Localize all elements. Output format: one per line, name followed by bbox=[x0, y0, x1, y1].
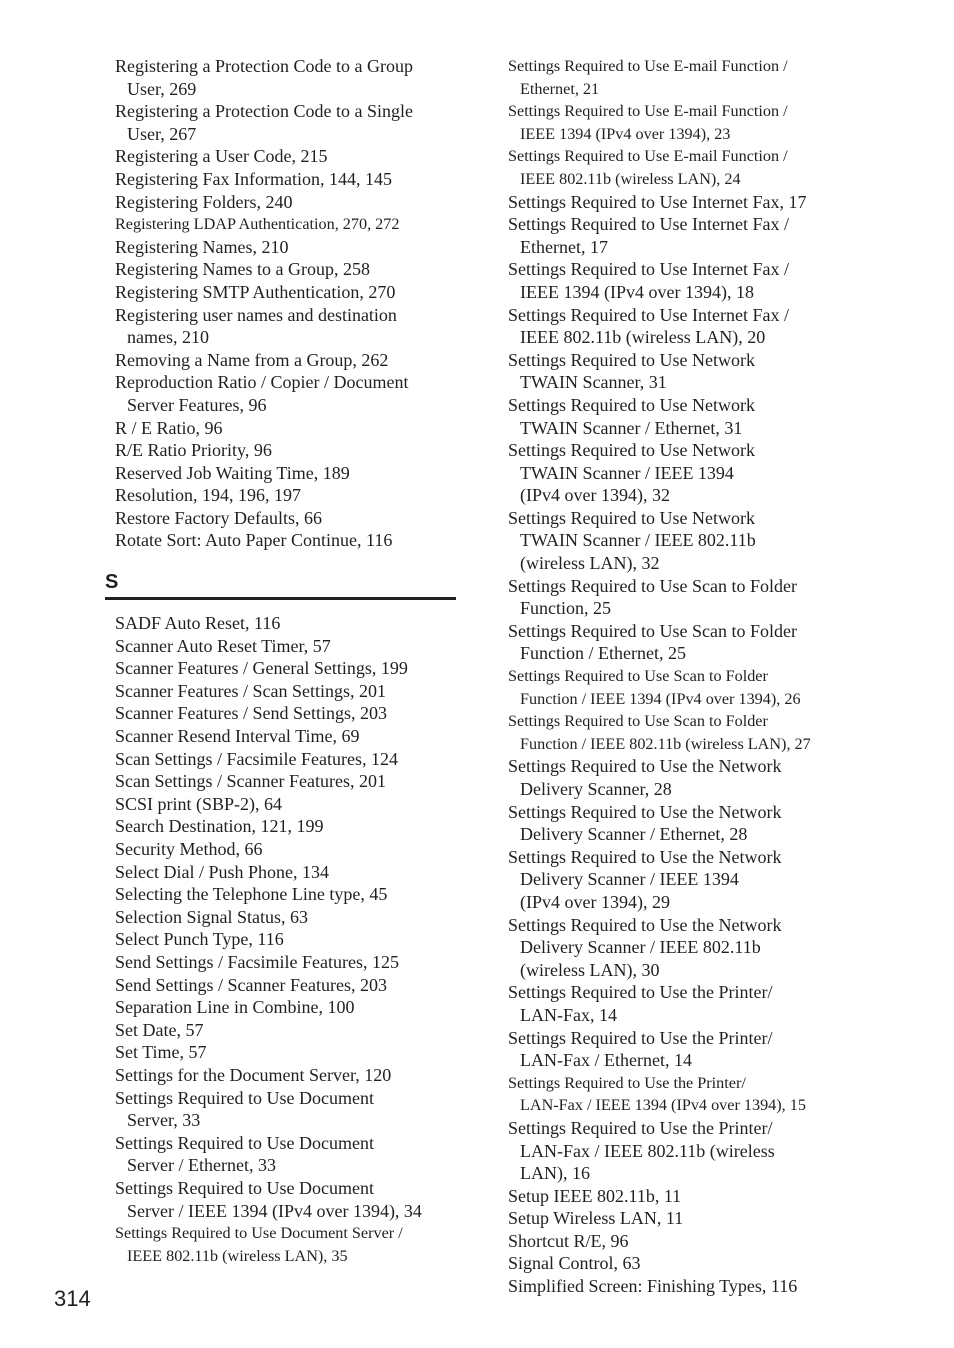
index-entry bbox=[508, 258, 854, 303]
index-entry-line: Selecting the Telephone Line type, 45 bbox=[115, 884, 388, 905]
index-entry-line: Separation Line in Combine, 100 bbox=[115, 997, 355, 1018]
index-entry bbox=[508, 507, 854, 575]
index-entry-line: TWAIN Scanner / IEEE 1394 bbox=[520, 462, 734, 483]
index-entry bbox=[508, 801, 854, 846]
index-entry-line: Server / IEEE 1394 (IPv4 over 1394), 34 bbox=[127, 1200, 422, 1221]
index-entry-line: Settings Required to Use Document bbox=[115, 1087, 374, 1108]
index-entry-line: Scanner Features / Scan Settings, 201 bbox=[115, 680, 386, 701]
index-list-r bbox=[115, 55, 460, 552]
index-entry-line: Delivery Scanner / IEEE 1394 bbox=[520, 869, 739, 890]
index-entry-line: Registering Names to a Group, 258 bbox=[115, 259, 370, 280]
index-entry-line: LAN-Fax / IEEE 802.11b (wireless bbox=[520, 1140, 775, 1161]
index-entry-line: Resolution, 194, 196, 197 bbox=[115, 485, 302, 506]
index-entry bbox=[508, 304, 854, 349]
index-entry-line: Set Time, 57 bbox=[115, 1042, 207, 1063]
index-entry-line: Shortcut R/E, 96 bbox=[508, 1230, 629, 1251]
index-entry bbox=[115, 906, 460, 929]
index-entry bbox=[115, 1041, 460, 1064]
index-entry-line: Settings Required to Use Document bbox=[115, 1177, 374, 1198]
index-entry bbox=[115, 1177, 460, 1222]
index-entry bbox=[508, 620, 854, 665]
index-entry bbox=[508, 575, 854, 620]
index-entry bbox=[115, 191, 460, 214]
index-entry bbox=[508, 981, 854, 1026]
index-entry-line: Function, 25 bbox=[520, 598, 612, 619]
index-entry-line: Settings Required to Use the Network bbox=[508, 801, 782, 822]
index-entry bbox=[508, 349, 854, 394]
index-entry-line: Settings Required to Use Document Server / bbox=[115, 1224, 403, 1243]
index-entry-line: Settings Required to Use Network bbox=[508, 507, 755, 528]
index-entry-line: Function / Ethernet, 25 bbox=[520, 643, 686, 664]
index-entry-line: Registering Fax Information, 144, 145 bbox=[115, 168, 392, 189]
index-entry-line: LAN-Fax, 14 bbox=[520, 1004, 617, 1025]
index-entry-line: Delivery Scanner, 28 bbox=[520, 779, 672, 799]
index-entry-line: Registering a Protection Code to a Group bbox=[115, 56, 413, 76]
index-entry bbox=[115, 55, 460, 100]
index-entry bbox=[508, 710, 854, 755]
index-entry-line: Signal Control, 63 bbox=[508, 1253, 641, 1274]
index-entry bbox=[115, 439, 460, 462]
index-entry-line: User, 269 bbox=[127, 78, 197, 99]
index-entry bbox=[508, 846, 854, 914]
index-entry bbox=[508, 100, 854, 145]
index-entry bbox=[508, 665, 854, 710]
index-entry bbox=[508, 1230, 854, 1253]
index-entry bbox=[115, 100, 460, 145]
index-entry bbox=[508, 1275, 854, 1298]
index-entry bbox=[508, 755, 854, 800]
index-entry bbox=[115, 1019, 460, 1042]
index-entry-line: Registering LDAP Authentication, 270, 272 bbox=[115, 215, 400, 234]
index-entry-line: SCSI print (SBP-2), 64 bbox=[115, 793, 283, 814]
index-entry bbox=[508, 213, 854, 258]
index-entry bbox=[115, 815, 460, 838]
index-entry-line: Registering SMTP Authentication, 270 bbox=[115, 281, 396, 302]
index-entry-line: Settings Required to Use Network bbox=[508, 394, 755, 415]
index-entry-line: Registering Folders, 240 bbox=[115, 191, 293, 212]
index-entry-line: Settings Required to Use the Printer/ bbox=[508, 1027, 773, 1048]
index-entry-line: Removing a Name from a Group, 262 bbox=[115, 349, 389, 370]
index-entry bbox=[508, 1252, 854, 1275]
index-entry bbox=[115, 838, 460, 861]
index-entry bbox=[115, 213, 460, 236]
index-entry-line: Scan Settings / Scanner Features, 201 bbox=[115, 771, 386, 792]
index-entry-line: Settings Required to Use the Printer/ bbox=[508, 1073, 746, 1092]
index-entry bbox=[115, 770, 460, 793]
index-entry-line: Settings Required to Use Document bbox=[115, 1132, 374, 1153]
index-entry bbox=[115, 928, 460, 951]
index-entry-line: Settings Required to Use Scan to Folder bbox=[508, 575, 797, 596]
index-entry bbox=[115, 1132, 460, 1177]
index-entry bbox=[508, 394, 854, 439]
index-entry bbox=[115, 371, 460, 416]
index-entry bbox=[115, 349, 460, 372]
index-entry-line: (IPv4 over 1394), 32 bbox=[520, 485, 670, 506]
index-entry-line: Settings Required to Use Scan to Folder bbox=[508, 712, 768, 731]
index-entry-line: Scanner Features / Send Settings, 203 bbox=[115, 703, 387, 724]
index-entry-line: User, 267 bbox=[127, 123, 197, 144]
index-entry bbox=[115, 725, 460, 748]
index-entry bbox=[115, 861, 460, 884]
index-entry bbox=[115, 462, 460, 485]
index-entry-line: Function / IEEE 802.11b (wireless LAN), 27 bbox=[520, 734, 811, 753]
index-entry-line: Settings Required to Use E-mail Function / bbox=[508, 102, 788, 121]
index-entry-line: LAN-Fax / Ethernet, 14 bbox=[520, 1050, 692, 1071]
index-entry bbox=[508, 55, 854, 100]
index-entry-line: Settings Required to Use the Printer/ bbox=[508, 1117, 773, 1138]
index-entry bbox=[508, 1072, 854, 1117]
index-entry-line: Ethernet, 21 bbox=[520, 79, 600, 98]
index-entry bbox=[115, 168, 460, 191]
index-entry bbox=[115, 702, 460, 725]
index-entry-line: Settings for the Document Server, 120 bbox=[115, 1064, 392, 1085]
index-entry-line: Settings Required to Use the Network bbox=[508, 756, 782, 777]
index-entry-line: Settings Required to Use Network bbox=[508, 349, 755, 370]
index-entry bbox=[115, 484, 460, 507]
index-entry-line: IEEE 802.11b (wireless LAN), 35 bbox=[127, 1246, 348, 1265]
index-entry-line: Settings Required to Use Internet Fax / bbox=[508, 214, 789, 235]
index-entry-line: IEEE 1394 (IPv4 over 1394), 18 bbox=[520, 281, 754, 302]
index-entry-line: Settings Required to Use the Printer/ bbox=[508, 982, 773, 1003]
index-entry-line: Settings Required to Use Network bbox=[508, 440, 755, 461]
index-entry bbox=[115, 145, 460, 168]
index-entry bbox=[115, 507, 460, 530]
index-entry-line: Reserved Job Waiting Time, 189 bbox=[115, 462, 350, 483]
index-entry-line: Delivery Scanner / Ethernet, 28 bbox=[520, 824, 748, 845]
index-entry-line: Registering a User Code, 215 bbox=[115, 146, 328, 167]
index-entry-line: Setup Wireless LAN, 11 bbox=[508, 1208, 684, 1229]
section-heading: S bbox=[105, 570, 456, 600]
index-entry-line: Search Destination, 121, 199 bbox=[115, 816, 324, 837]
index-entry bbox=[508, 1185, 854, 1208]
index-entry-line: Reproduction Ratio / Copier / Document bbox=[115, 372, 409, 393]
index-entry-line: Select Dial / Push Phone, 134 bbox=[115, 861, 329, 882]
index-entry-line: R/E Ratio Priority, 96 bbox=[115, 440, 272, 461]
index-entry-line: names, 210 bbox=[127, 327, 209, 348]
index-entry-line: Settings Required to Use the Network bbox=[508, 914, 782, 935]
index-entry-line: (IPv4 over 1394), 29 bbox=[520, 891, 670, 912]
index-entry bbox=[115, 748, 460, 771]
index-entry bbox=[508, 1207, 854, 1230]
index-entry bbox=[508, 145, 854, 190]
index-entry bbox=[115, 529, 460, 552]
index-entry-line: Registering user names and destination bbox=[115, 304, 397, 325]
index-entry-line: Scanner Features / General Settings, 199 bbox=[115, 658, 408, 679]
section-s bbox=[105, 570, 460, 1267]
index-entry-line: Settings Required to Use Internet Fax / bbox=[508, 259, 789, 280]
index-entry bbox=[115, 1087, 460, 1132]
index-entry-line: IEEE 1394 (IPv4 over 1394), 23 bbox=[520, 124, 731, 143]
index-entry bbox=[115, 635, 460, 658]
index-entry-line: Settings Required to Use E-mail Function / bbox=[508, 147, 788, 166]
right-column bbox=[508, 55, 854, 1298]
left-column bbox=[105, 55, 460, 1267]
index-entry-line: Settings Required to Use Internet Fax / bbox=[508, 304, 789, 325]
index-entry-line: Registering Names, 210 bbox=[115, 236, 289, 257]
index-entry-line: IEEE 802.11b (wireless LAN), 20 bbox=[520, 327, 766, 348]
index-entry bbox=[115, 951, 460, 974]
index-entry bbox=[115, 657, 460, 680]
index-entry-line: Simplified Screen: Finishing Types, 116 bbox=[508, 1276, 798, 1297]
index-entry bbox=[115, 974, 460, 997]
index-entry bbox=[115, 236, 460, 259]
index-entry-line: Function / IEEE 1394 (IPv4 over 1394), 26 bbox=[520, 689, 801, 708]
index-entry bbox=[115, 281, 460, 304]
index-entry-line: Settings Required to Use Scan to Folder bbox=[508, 620, 797, 641]
index-entry-line: Scanner Auto Reset Timer, 57 bbox=[115, 635, 331, 656]
index-entry-line: Rotate Sort: Auto Paper Continue, 116 bbox=[115, 530, 393, 551]
index-list-s bbox=[115, 612, 460, 1267]
index-entry bbox=[508, 1117, 854, 1185]
index-entry bbox=[508, 1027, 854, 1072]
index-entry-line: (wireless LAN), 30 bbox=[520, 959, 660, 980]
index-entry bbox=[115, 996, 460, 1019]
index-entry bbox=[508, 191, 854, 214]
index-entry-line: SADF Auto Reset, 116 bbox=[115, 613, 281, 634]
index-entry bbox=[115, 417, 460, 440]
index-entry bbox=[115, 1222, 460, 1267]
index-entry-line: R / E Ratio, 96 bbox=[115, 417, 223, 438]
index-entry-line: Server Features, 96 bbox=[127, 394, 267, 415]
index-entry-line: Security Method, 66 bbox=[115, 839, 263, 859]
index-entry bbox=[115, 1064, 460, 1087]
index-entry-line: Send Settings / Facsimile Features, 125 bbox=[115, 951, 399, 972]
index-entry-line: Settings Required to Use E-mail Function / bbox=[508, 57, 788, 75]
index-list-s-continued bbox=[508, 55, 854, 1298]
index-entry bbox=[115, 793, 460, 816]
index-entry-line: Select Punch Type, 116 bbox=[115, 929, 284, 950]
index-entry-line: (wireless LAN), 32 bbox=[520, 553, 660, 574]
index-entry-line: Settings Required to Use the Network bbox=[508, 846, 782, 867]
index-entry-line: TWAIN Scanner / IEEE 802.11b bbox=[520, 530, 756, 551]
index-entry-line: TWAIN Scanner / Ethernet, 31 bbox=[520, 417, 743, 438]
index-entry-line: Settings Required to Use Scan to Folder bbox=[508, 667, 768, 686]
index-entry-line: Set Date, 57 bbox=[115, 1019, 204, 1040]
index-entry bbox=[508, 914, 854, 982]
index-entry-line: LAN-Fax / IEEE 1394 (IPv4 over 1394), 15 bbox=[520, 1096, 806, 1115]
index-entry bbox=[115, 680, 460, 703]
index-entry-line: Server / Ethernet, 33 bbox=[127, 1155, 276, 1176]
index-entry-line: Registering a Protection Code to a Single bbox=[115, 101, 413, 122]
index-entry-line: Scanner Resend Interval Time, 69 bbox=[115, 726, 360, 747]
index-entry bbox=[115, 883, 460, 906]
index-entry-line: IEEE 802.11b (wireless LAN), 24 bbox=[520, 169, 741, 188]
index-entry-line: Setup IEEE 802.11b, 11 bbox=[508, 1185, 682, 1206]
page-number: 314 bbox=[54, 1286, 91, 1311]
index-entry-line: Send Settings / Scanner Features, 203 bbox=[115, 974, 387, 995]
index-entry bbox=[508, 439, 854, 507]
index-entry-line: TWAIN Scanner, 31 bbox=[520, 372, 667, 393]
index-entry-line: LAN), 16 bbox=[520, 1163, 590, 1184]
index-entry-line: Server, 33 bbox=[127, 1110, 201, 1131]
index-entry-line: Scan Settings / Facsimile Features, 124 bbox=[115, 748, 398, 769]
index-entry-line: Ethernet, 17 bbox=[520, 236, 608, 257]
index-entry-line: Restore Factory Defaults, 66 bbox=[115, 507, 322, 528]
index-entry bbox=[115, 612, 460, 635]
index-entry bbox=[115, 258, 460, 281]
index-entry-line: Settings Required to Use Internet Fax, 17 bbox=[508, 191, 807, 212]
index-entry-line: Delivery Scanner / IEEE 802.11b bbox=[520, 937, 761, 958]
index-entry bbox=[115, 304, 460, 349]
index-entry-line: Selection Signal Status, 63 bbox=[115, 906, 308, 927]
